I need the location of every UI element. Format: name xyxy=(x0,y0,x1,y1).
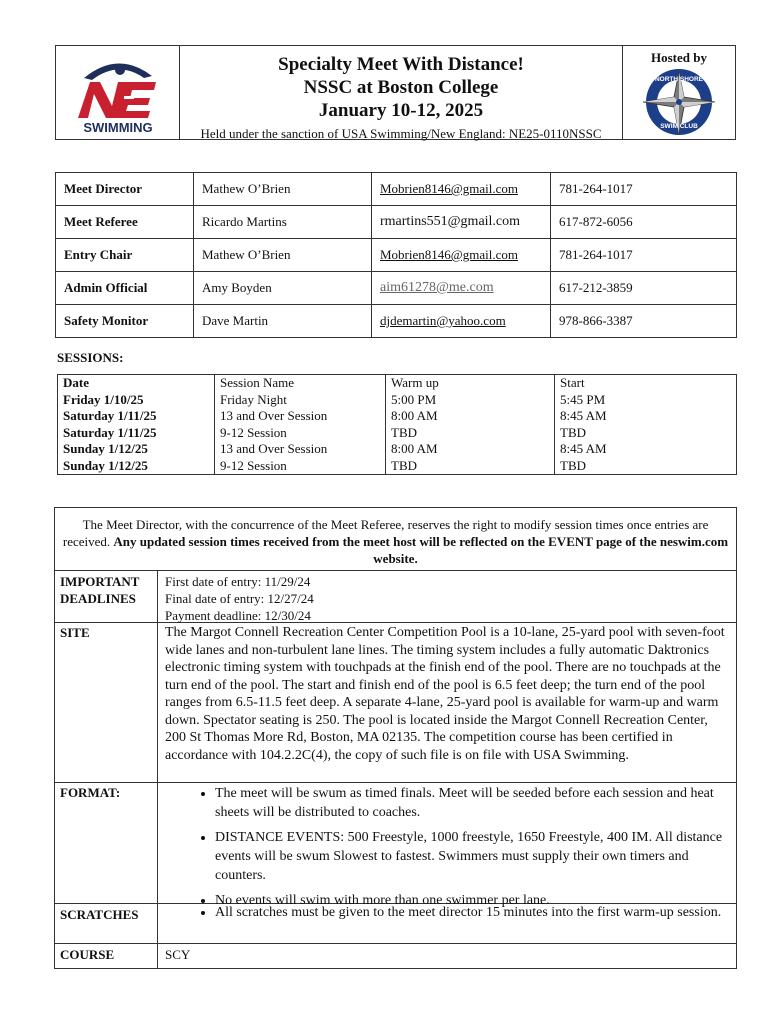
session-cell: TBD xyxy=(386,458,555,475)
north-shore-swim-club-logo xyxy=(635,66,723,138)
official-email-link[interactable]: aim61278@me.com xyxy=(372,272,551,305)
official-name: Mathew O’Brien xyxy=(194,239,372,272)
sessions-header-cell: Warm up xyxy=(386,375,555,392)
course-label: COURSE xyxy=(55,943,158,968)
session-cell: 9-12 Session xyxy=(215,425,386,442)
payment-deadline: Payment deadline: 12/30/24 xyxy=(165,608,311,623)
session-cell: Sunday 1/12/25 xyxy=(58,458,215,475)
official-phone: 978-866-3387 xyxy=(551,305,737,338)
site-label: SITE xyxy=(55,622,158,782)
notice-text: The Meet Director, with the concurrence of the Meet Referee, reserves the right to modify session times once entries are received. xyxy=(62,517,709,549)
meet-title: Specialty Meet With Distance! xyxy=(278,54,524,75)
session-notice xyxy=(55,508,736,571)
session-row xyxy=(58,425,737,442)
header-titles xyxy=(180,46,623,139)
meet-info-box xyxy=(54,507,737,969)
format-item: • No events will swim with more than one swimmer per lane. xyxy=(215,891,730,910)
official-name: Amy Boyden xyxy=(194,272,372,305)
host-panel xyxy=(623,46,735,139)
official-role: Safety Monitor xyxy=(56,305,194,338)
session-cell: 9-12 Session xyxy=(215,458,386,475)
ne-swimming-logo xyxy=(56,46,180,139)
session-cell: 8:00 AM xyxy=(386,441,555,458)
official-email-link[interactable]: rmartins551@gmail.com xyxy=(372,206,551,239)
session-cell: 13 and Over Session xyxy=(215,441,386,458)
hosted-by-label: Hosted by xyxy=(651,50,707,65)
svg-text:SWIM CLUB: SWIM CLUB xyxy=(660,123,698,130)
session-cell: TBD xyxy=(555,425,737,442)
scratches-row xyxy=(55,903,736,944)
session-cell: Friday 1/10/25 xyxy=(58,392,215,409)
official-name: Mathew O’Brien xyxy=(194,173,372,206)
official-row xyxy=(56,173,737,206)
scratches-list-wrap xyxy=(159,903,736,929)
official-role: Admin Official xyxy=(56,272,194,305)
svg-text:NORTH SHORE: NORTH SHORE xyxy=(654,76,704,83)
official-role: Meet Referee xyxy=(56,206,194,239)
official-phone: 617-212-3859 xyxy=(551,272,737,305)
scratch-item: • All scratches must be given to the meet director 15 minutes into the first warm-up session. xyxy=(215,903,730,922)
session-row xyxy=(58,441,737,458)
sessions-heading: SESSIONS: xyxy=(57,350,124,365)
course-value: SCY xyxy=(165,947,191,962)
session-cell: 13 and Over Session xyxy=(215,408,386,425)
format-label: FORMAT: xyxy=(55,782,158,903)
site-row xyxy=(55,622,736,783)
site-text: The Margot Connell Recreation Center Competition Pool is a 10-lane, 25-yard pool with seven-foot wide lanes and non-turbulent lane lines. The timing system includes a fully automatic Daktronics electronic timing system with touchpads at the finish end of the pool. There are no touchpads at the turn end of the pool. The start and finish end of the pool is 6.5 feet deep; the turn end of the pool ranges from 6.5-11.5 feet deep. A separate 4-lane, 25-yard pool is available for warm-up and warm down. Spectator seating is 250. The pool is located inside the Margot Connell Recreation Center, xyxy=(165,625,725,728)
meet-subtitle: NSSC at Boston College xyxy=(303,77,499,98)
logo-text: SWIMMING xyxy=(83,120,153,135)
session-cell: 8:45 AM xyxy=(555,408,737,425)
official-name: Ricardo Martins xyxy=(194,206,372,239)
sessions-table xyxy=(57,374,737,475)
site-address: 200 St Thomas More Rd, Boston, MA 02135. The competition course has been certified in accordance with 104.2.2C(4), the copy of such file is on file with USA Swimming. xyxy=(165,730,673,763)
sanction-text: Held under the sanction of USA Swimming/New England: NE25-0110NSSC xyxy=(200,126,602,141)
official-phone: 781-264-1017 xyxy=(551,239,737,272)
official-row xyxy=(56,239,737,272)
session-cell: Sunday 1/12/25 xyxy=(58,441,215,458)
format-item: • The meet will be swum as timed finals. Meet will be seeded before each session and heat sheets will be distributed to coaches. xyxy=(215,784,730,822)
official-row xyxy=(56,206,737,239)
sessions-header-row xyxy=(58,375,737,392)
scratches-list xyxy=(165,903,730,922)
official-name: Dave Martin xyxy=(194,305,372,338)
official-phone: 617-872-6056 xyxy=(551,206,737,239)
session-cell: Friday Night xyxy=(215,392,386,409)
session-cell: 5:00 PM xyxy=(386,392,555,409)
format-list xyxy=(165,784,730,910)
officials-table xyxy=(55,172,737,338)
sessions-header-cell: Session Name xyxy=(215,375,386,392)
session-cell: TBD xyxy=(386,425,555,442)
official-email-link[interactable]: Mobrien8146@gmail.com xyxy=(372,239,551,272)
meet-header xyxy=(55,45,736,140)
first-entry-date: First date of entry: 11/29/24 xyxy=(165,574,311,589)
deadlines-row xyxy=(55,571,736,623)
session-cell: 8:45 AM xyxy=(555,441,737,458)
official-role: Meet Director xyxy=(56,173,194,206)
deadlines-label: IMPORTANT DEADLINES xyxy=(55,571,158,622)
course-row xyxy=(55,943,736,968)
format-list-wrap xyxy=(159,782,736,917)
session-cell: Saturday 1/11/25 xyxy=(58,425,215,442)
official-row xyxy=(56,305,737,338)
official-email-link[interactable]: Mobrien8146@gmail.com xyxy=(372,173,551,206)
official-phone: 781-264-1017 xyxy=(551,173,737,206)
official-role: Entry Chair xyxy=(56,239,194,272)
deadlines-values xyxy=(159,571,736,625)
session-cell: 5:45 PM xyxy=(555,392,737,409)
site-description xyxy=(159,622,736,765)
format-row xyxy=(55,782,736,908)
session-cell: TBD xyxy=(555,458,737,475)
sessions-header-cell: Date xyxy=(58,375,215,392)
official-email-link[interactable]: djdemartin@yahoo.com xyxy=(372,305,551,338)
sessions-header-cell: Start xyxy=(555,375,737,392)
session-row xyxy=(58,408,737,425)
session-row xyxy=(58,458,737,475)
session-row xyxy=(58,392,737,409)
official-row xyxy=(56,272,737,305)
session-cell: 8:00 AM xyxy=(386,408,555,425)
meet-dates: January 10-12, 2025 xyxy=(318,100,484,121)
final-entry-date: Final date of entry: 12/27/24 xyxy=(165,591,314,606)
scratches-label: SCRATCHES xyxy=(55,903,158,943)
session-cell: Saturday 1/11/25 xyxy=(58,408,215,425)
notice-bold: Any updated session times received from the meet host will be reflected on the EVENT page of the neswim.com website. xyxy=(113,534,729,566)
format-item: • DISTANCE EVENTS: 500 Freestyle, 1000 freestyle, 1650 Freestyle, 400 IM. All distance events will be swum Slowest to fastest. Swimmers must supply their own timers and counters. xyxy=(215,828,730,885)
